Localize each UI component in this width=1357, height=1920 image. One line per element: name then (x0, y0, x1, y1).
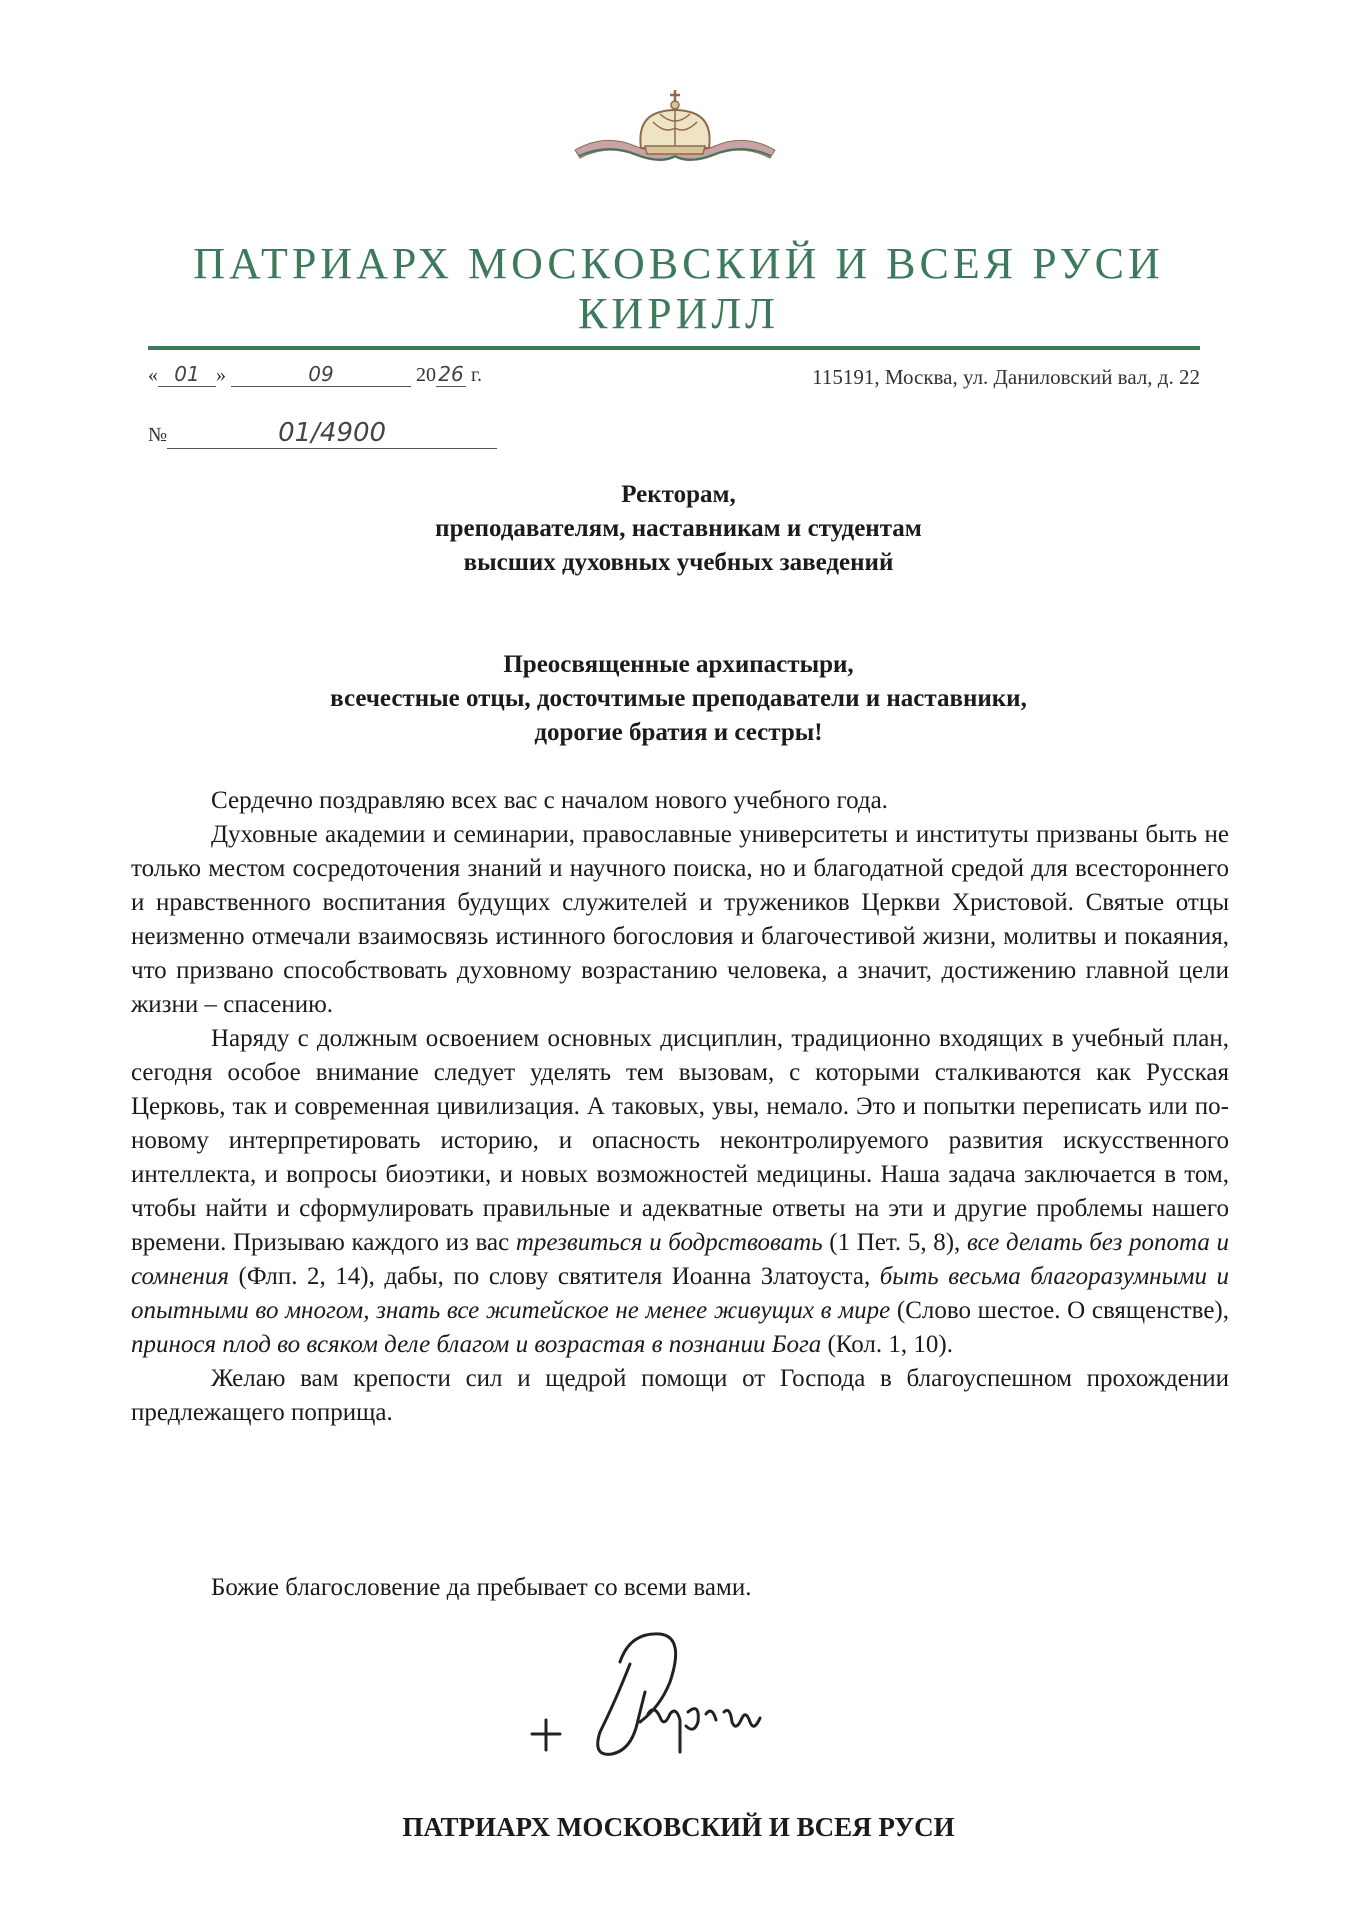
signatory-title: ПАТРИАРХ МОСКОВСКИЙ И ВСЕЯ РУСИ (402, 1812, 955, 1842)
date-open-quote: « (148, 364, 158, 386)
scripture-quote: все делать без ропота и сомнения (131, 1229, 1229, 1290)
number-value: 01/4900 (167, 418, 497, 449)
number-label: № (148, 424, 168, 446)
body-paragraph-2: Духовные академии и семинарии, православные университеты и институты призваны быть не только местом сосредоточения знаний и научного поиска, но и благодатной средой для всестороннего и нравственного воспитания будущих служителей и тружеников Церкви Христовой. Святые отцы неизменно отмечали взаимосвязь истинного богословия и благочестивой жизни, молитвы и покаяния, что призвано способствовать духовному возрастанию человека, а значит, достижению главной цели жизни – спасению. (131, 821, 1229, 1018)
recipients-line: высших духовных учебных заведений (463, 549, 894, 576)
sender-address: 115191, Москва, ул. Даниловский вал, д. 22 (812, 365, 1200, 389)
recipients-line: преподавателям, наставникам и студентам (435, 515, 922, 542)
recipients-line: Ректорам, (621, 481, 736, 508)
paragraph-text: (1 Пет. 5, 8), (822, 1229, 967, 1256)
greeting-block (0, 648, 1357, 750)
letter-date (148, 362, 482, 387)
date-year-prefix: 20 (416, 364, 436, 386)
header-divider (148, 346, 1200, 350)
paragraph-text: (Кол. 1, 10). (821, 1331, 953, 1358)
date-close-quote: » (216, 364, 226, 386)
greeting-line: Преосвященные архипастыри, (503, 651, 854, 678)
header-title: ПАТРИАРХ МОСКОВСКИЙ И ВСЕЯ РУСИ (193, 239, 1164, 288)
date-year-suffix: 26 (436, 362, 466, 387)
paragraph-text: Наряду с должным освоением основных дисциплин, традиционно входящих в учебный план, сегодня особое внимание следует уделять тем вызовам, с которыми сталкиваются как Русская Церковь, так и современная цивилизация. А таковых, увы, немало. Это и попытки переписать или по-новому интерпретировать историю, и опасность неконтролируемого развития искусственного интеллекта, и вопросы биоэтики, и новых возможностей медицины. Наша задача заключается в том, чтобы найти и сформулировать правильные и адекватные ответы на эти и другие проблемы нашего времени. Призываю каждого из вас (131, 1025, 1229, 1256)
paragraph-text: (Слово шестое. О священстве), (890, 1297, 1229, 1324)
scripture-quote: трезвиться и бодрствовать (515, 1229, 823, 1256)
handwritten-signature (520, 1622, 780, 1782)
body-paragraph-4: Желаю вам крепости сил и щедрой помощи от Господа в благоуспешном прохождении предлежащего поприща. (131, 1365, 1229, 1426)
letter-body (131, 784, 1229, 1430)
patriarch-crown-emblem (565, 88, 785, 188)
header-name: КИРИЛЛ (577, 289, 780, 338)
date-day: 01 (158, 362, 216, 387)
date-year-unit: г. (471, 364, 482, 386)
date-month: 09 (231, 362, 411, 387)
scripture-quote: принося плод во всяком деле благом и возрастая в познании Бога (131, 1331, 822, 1358)
greeting-line: дорогие братия и сестры! (534, 719, 823, 746)
greeting-line: всечестные отцы, досточтимые преподаватели и наставники, (330, 685, 1027, 712)
paragraph-text: (Флп. 2, 14), дабы, по слову святителя Иоанна Златоуста, (229, 1263, 880, 1290)
body-paragraph-3 (131, 1022, 1229, 1362)
scripture-quote: быть весьма благоразумными и опытными во многом, знать все житейское не менее живущих в мире (131, 1263, 1229, 1324)
closing-blessing: Божие благословение да пребывает со всеми вами. (211, 1574, 752, 1601)
letter-number (148, 418, 497, 449)
body-paragraph-1: Сердечно поздравляю всех вас с началом нового учебного года. (211, 787, 888, 814)
recipients-block (0, 478, 1357, 580)
